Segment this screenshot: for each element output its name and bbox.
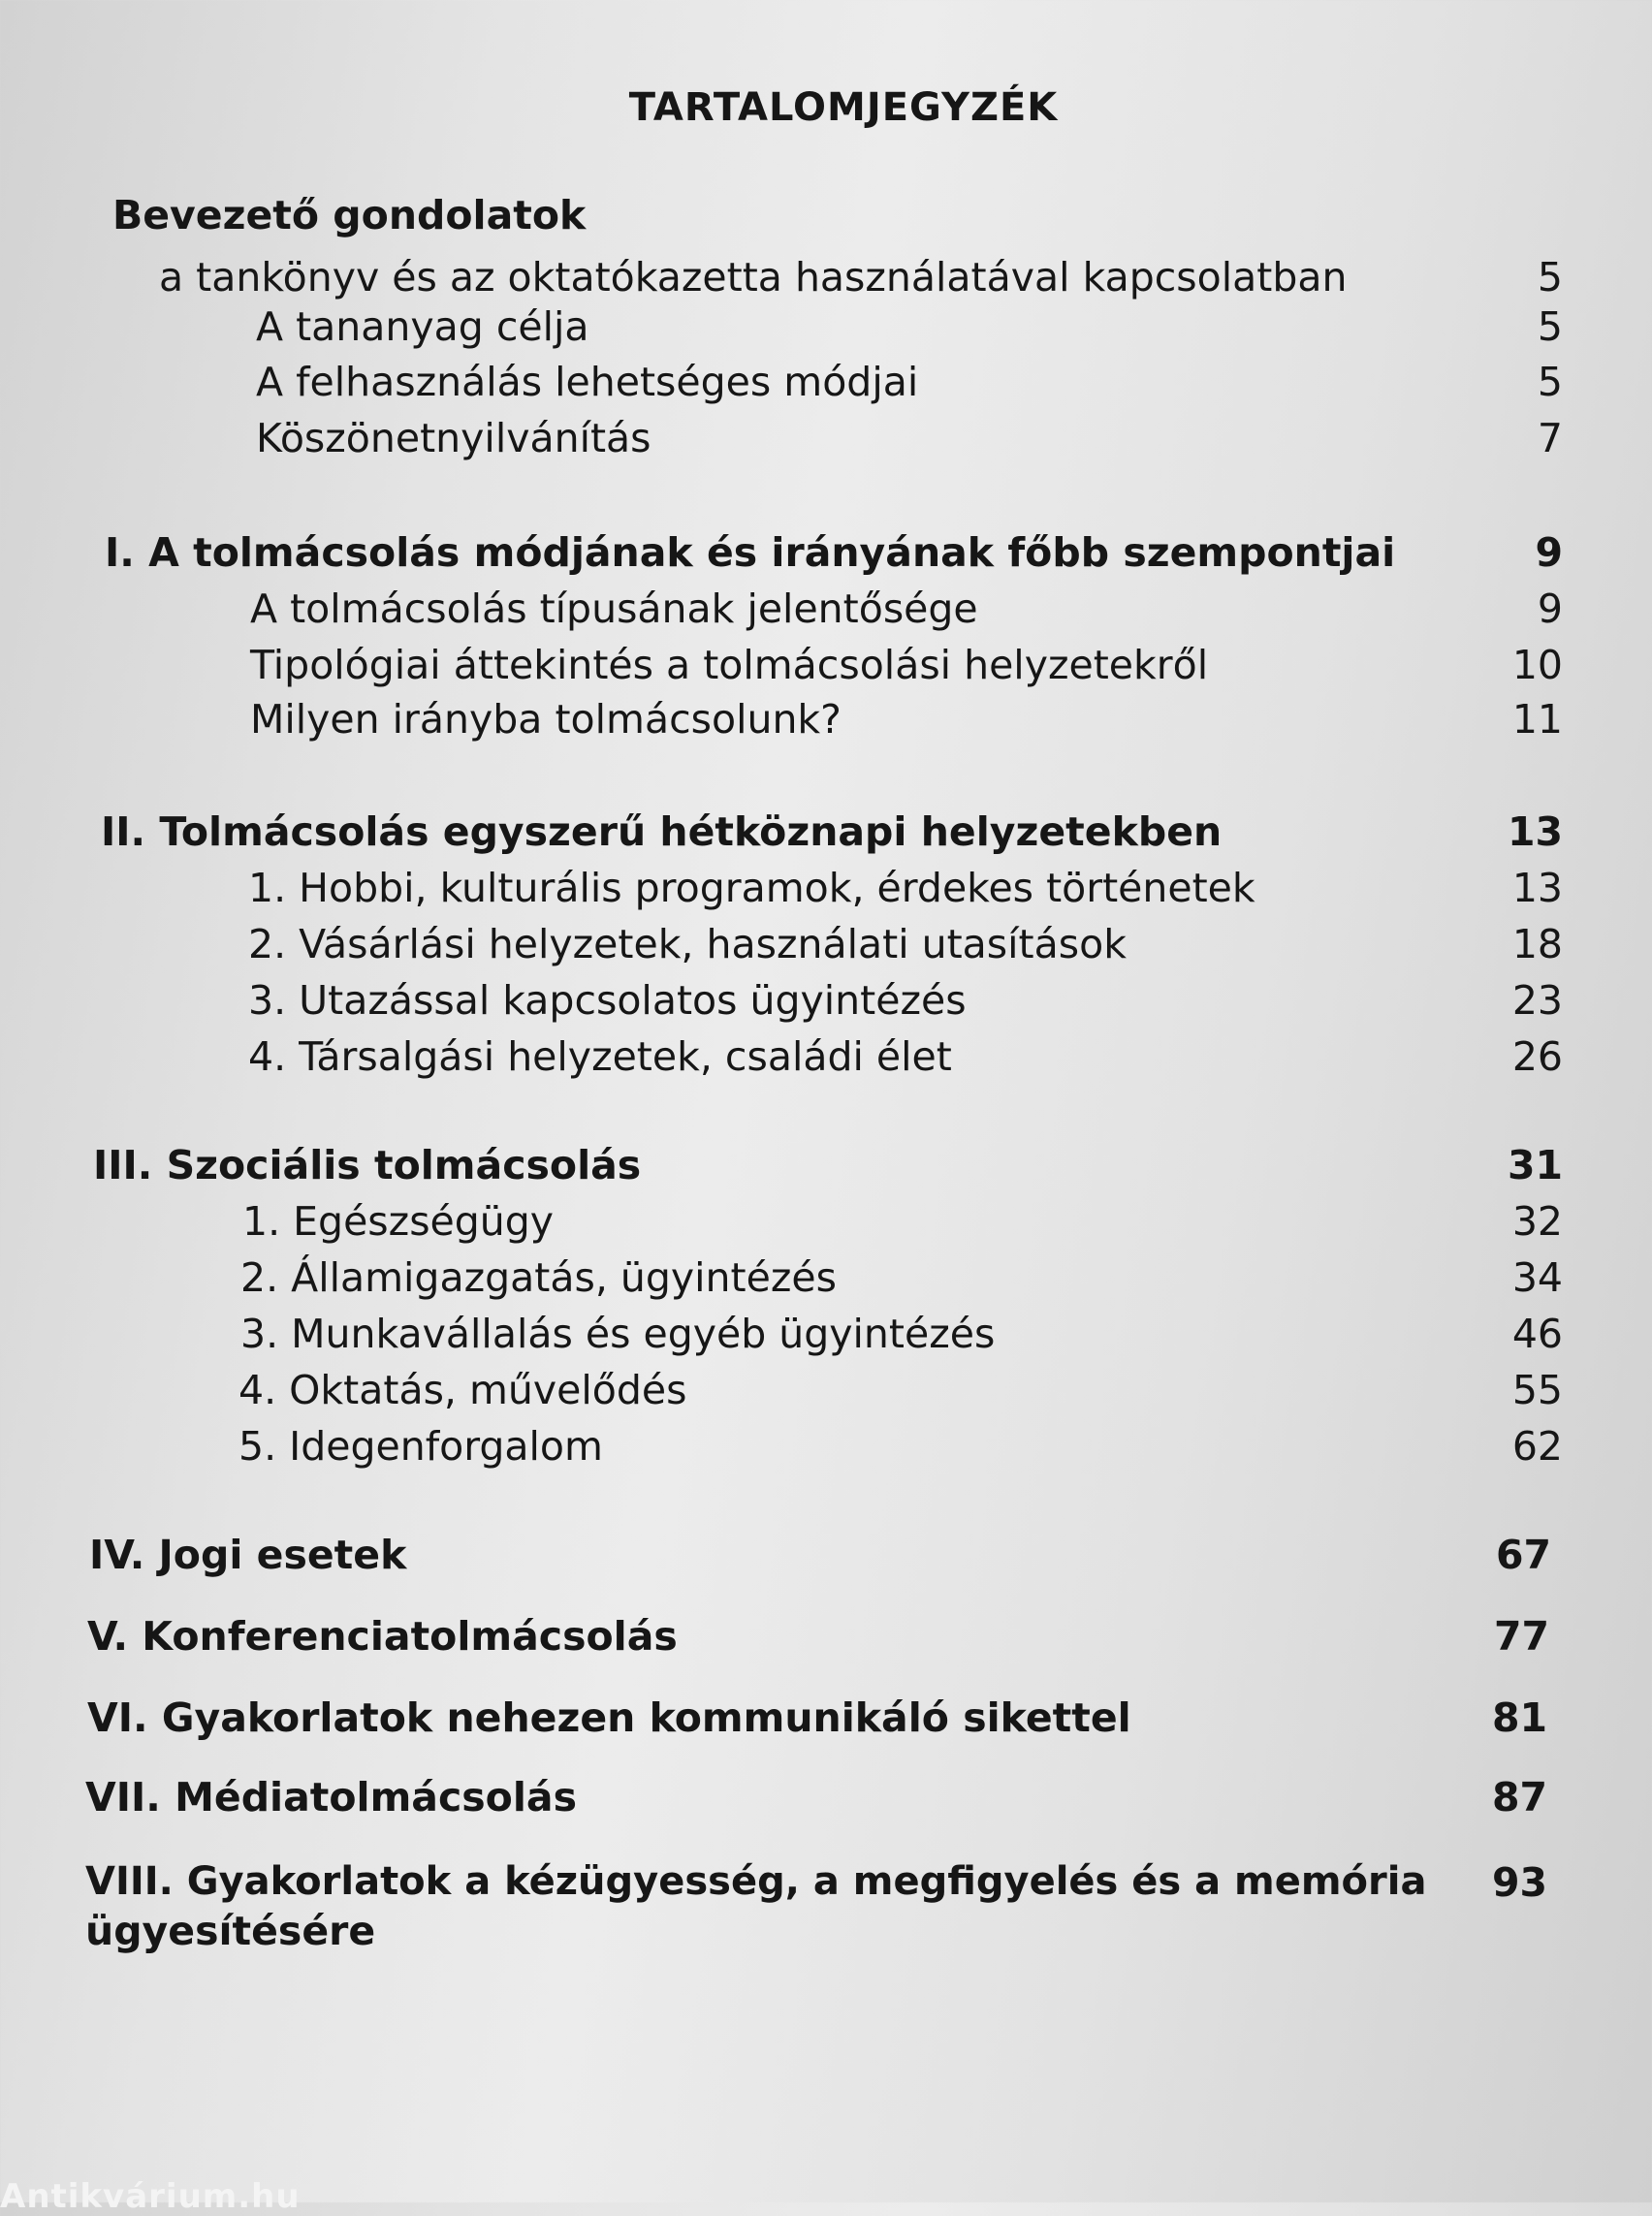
toc-entry-page: 46 — [1511, 1311, 1563, 1357]
toc-entry-page: 13 — [1507, 808, 1563, 855]
toc-entry-chapter-2 — [101, 808, 1563, 857]
toc-entry — [242, 1198, 1563, 1247]
toc-entry-chapter-8-continued — [85, 1908, 1547, 1956]
toc-entry — [250, 642, 1563, 690]
toc-entry-label: 2. Államigazgatás, ügyintézés — [240, 1254, 837, 1301]
toc-entry-label: A tolmácsolás típusának jelentősége — [250, 586, 978, 632]
toc-entry-page: 87 — [1491, 1774, 1547, 1820]
toc-entry-page: 18 — [1511, 921, 1563, 967]
toc-entry — [256, 415, 1563, 463]
toc-entry-page: 31 — [1507, 1142, 1563, 1188]
toc-entry-intro — [112, 192, 1547, 240]
toc-entry-label: 1. Hobbi, kulturális programok, érdekes történetek — [248, 865, 1255, 911]
toc-entry-label: III. Szociális tolmácsolás — [93, 1142, 642, 1188]
toc-entry-label: A tananyag célja — [256, 303, 589, 350]
toc-entry-page: 5 — [1537, 254, 1563, 301]
toc-entry-label: 3. Utazással kapcsolatos ügyintézés — [248, 977, 967, 1024]
toc-entry-label: 3. Munkavállalás és egyéb ügyintézés — [240, 1311, 996, 1357]
toc-entry-chapter-7 — [85, 1774, 1547, 1822]
toc-entry — [238, 1423, 1563, 1472]
toc-entry-page: 23 — [1511, 977, 1563, 1024]
toc-entry-label: 2. Vásárlási helyzetek, használati utasítások — [248, 921, 1127, 967]
toc-entry-page: 13 — [1511, 865, 1563, 911]
toc-entry-label: Tipológiai áttekintés a tolmácsolási helyzetekről — [250, 642, 1209, 688]
toc-entry-chapter-3 — [93, 1142, 1563, 1190]
toc-entry-page: 5 — [1537, 303, 1563, 350]
toc-entry-chapter-8 — [85, 1859, 1547, 1908]
toc-entry-label: ügyesítésére — [85, 1908, 376, 1954]
toc-entry-label: 1. Egészségügy — [242, 1198, 555, 1245]
toc-entry-page: 26 — [1511, 1033, 1563, 1080]
toc-entry-page: 34 — [1511, 1254, 1563, 1301]
toc-entry-label: IV. Jogi esetek — [89, 1532, 407, 1578]
toc-entry-label: V. Konferenciatolmácsolás — [87, 1613, 678, 1660]
toc-entry — [240, 1254, 1563, 1303]
toc-entry-label: Köszönetnyilvánítás — [256, 415, 651, 461]
toc-entry-page: 67 — [1495, 1532, 1551, 1578]
toc-entry-chapter-5 — [87, 1613, 1549, 1662]
toc-entry-page: 11 — [1511, 696, 1563, 743]
toc-entry-page: 77 — [1493, 1613, 1549, 1660]
toc-entry — [240, 1311, 1563, 1359]
toc-entry — [250, 586, 1563, 634]
toc-entry — [248, 977, 1563, 1026]
toc-entry-page: 9 — [1537, 586, 1563, 632]
toc-entry-label: 4. Társalgási helyzetek, családi élet — [248, 1033, 952, 1080]
toc-entry-label: 5. Idegenforgalom — [238, 1423, 603, 1470]
watermark: Antikvárium.hu — [0, 2177, 301, 2216]
toc-entry-page: 55 — [1511, 1367, 1563, 1413]
toc-entry-page: 10 — [1511, 642, 1563, 688]
toc-entry-label: II. Tolmácsolás egyszerű hétköznapi helyzetekben — [101, 808, 1223, 855]
toc-entry — [248, 921, 1563, 969]
toc-entry-page: 93 — [1491, 1859, 1547, 1906]
toc-entry — [256, 303, 1563, 352]
toc-entry — [238, 1367, 1563, 1415]
toc-entry-page: 32 — [1511, 1198, 1563, 1245]
toc-entry-label: Bevezető gondolatok — [112, 192, 587, 238]
toc-entry-label: I. A tolmácsolás módjának és irányának főbb szempontjai — [105, 529, 1396, 576]
toc-entry-chapter-1 — [105, 529, 1563, 578]
toc-entry-chapter-6 — [87, 1694, 1547, 1743]
toc-entry — [256, 359, 1563, 407]
toc-entry-label: VI. Gyakorlatok nehezen kommunikáló sikettel — [87, 1694, 1131, 1741]
toc-entry-page: 62 — [1511, 1423, 1563, 1470]
toc-entry — [248, 865, 1563, 913]
toc-entry — [248, 1033, 1563, 1082]
toc-entry-chapter-4 — [89, 1532, 1551, 1580]
toc-entry-label: A felhasználás lehetséges módjai — [256, 359, 919, 405]
page-title: TARTALOMJEGYZÉK — [628, 85, 1059, 130]
toc-entry-label: VIII. Gyakorlatok a kézügyesség, a megfigyelés és a memória — [85, 1859, 1427, 1904]
toc-entry — [159, 254, 1563, 302]
toc-entry-page: 7 — [1537, 415, 1563, 461]
toc-entry-page: 9 — [1535, 529, 1563, 576]
toc-entry-label: 4. Oktatás, művelődés — [238, 1367, 687, 1413]
toc-entry-page: 81 — [1491, 1694, 1547, 1741]
toc-entry-label: Milyen irányba tolmácsolunk? — [250, 696, 842, 743]
toc-entry — [250, 696, 1563, 744]
toc-entry-page: 5 — [1537, 359, 1563, 405]
toc-entry-label: VII. Médiatolmácsolás — [85, 1774, 577, 1820]
toc-entry-label: a tankönyv és az oktatókazetta használatával kapcsolatban — [159, 254, 1348, 301]
